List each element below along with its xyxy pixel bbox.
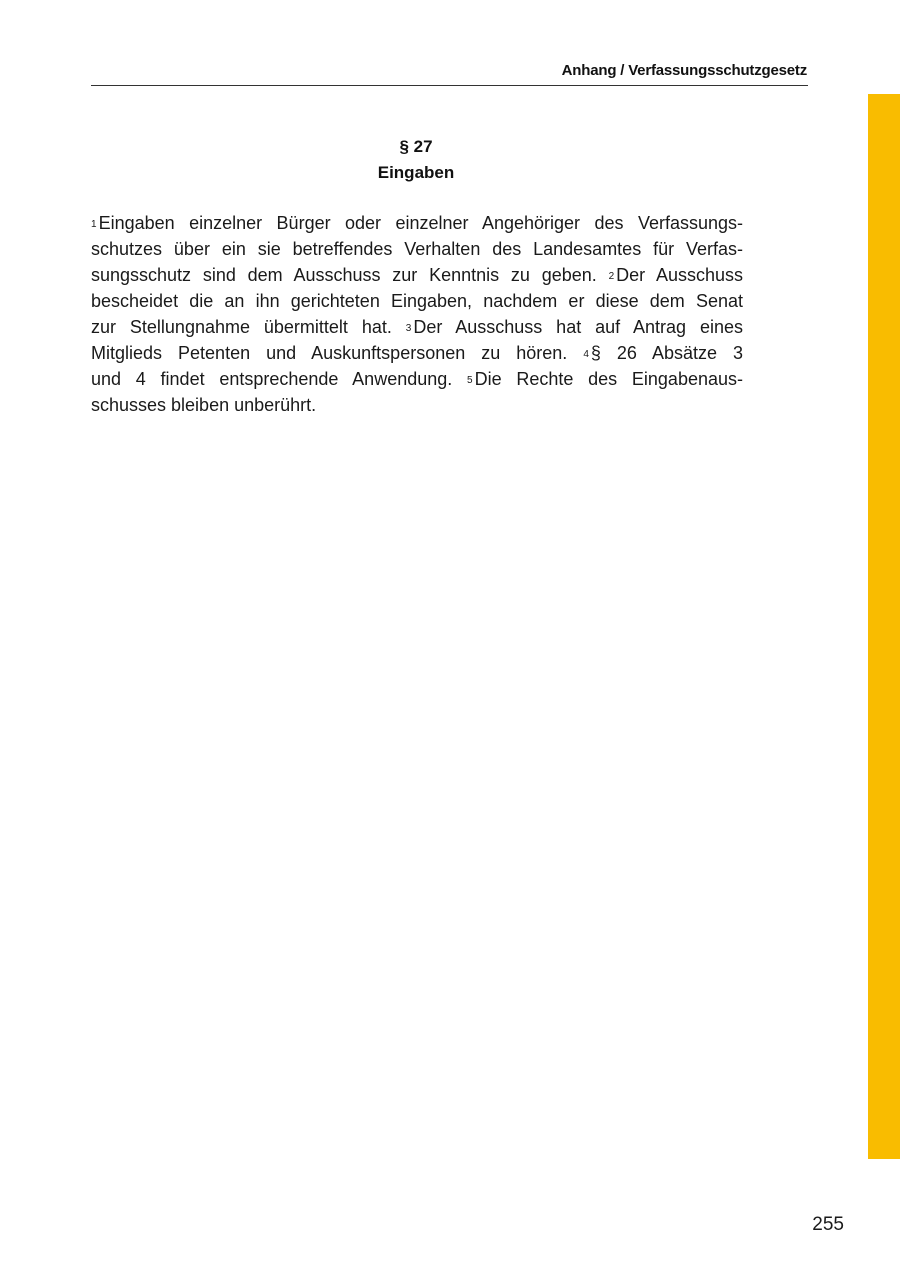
line-text: Der Ausschuss [616,265,743,285]
section-paragraph [91,210,743,418]
line-text: bescheidet die an ihn gerichteten Eingaben, nachdem er diese dem Senat [91,291,743,311]
line-text: § 26 Absätze 3 [590,343,743,363]
section-title: Eingaben [377,163,455,182]
line-text: schusses bleiben unberührt. [91,395,317,415]
paragraph-line [91,314,743,340]
paragraph-line [91,340,743,366]
chapter-tab [868,94,900,1159]
paragraph-line [91,288,743,314]
paragraph-line [91,210,743,236]
line-text: Eingaben einzelner Bürger oder einzelner Angehöriger des Verfassungs- [98,213,743,233]
page-number: 255 [812,1214,844,1235]
line-text: sungsschutz sind dem Ausschuss zur Kenntnis zu geben. [91,265,597,285]
line-text: zur Stellungnahme übermittelt hat. [91,317,392,337]
section-number: § 27 [399,137,433,156]
sentence-number: 5 [467,375,473,386]
line-text: Die Rechte des Eingabenaus- [474,369,743,389]
header-rule [91,85,808,86]
paragraph-line [91,236,743,262]
sentence-number: 2 [608,271,615,282]
paragraph-line [91,392,743,418]
line-text: Mitglieds Petenten und Auskunftspersonen zu hören. [91,343,568,363]
sentence-number: 3 [405,323,412,334]
sentence-number: 1 [91,219,97,230]
line-text: Der Ausschuss hat auf Antrag eines [413,317,743,337]
sentence-number: 4 [583,349,589,360]
paragraph-line [91,366,743,392]
paragraph-line [91,262,743,288]
line-text: und 4 findet entsprechende Anwendung. [91,369,453,389]
line-text: schutzes über ein sie betreffendes Verhalten des Landesamtes für Verfas- [91,239,743,259]
running-header: Anhang / Verfassungsschutzgesetz [561,62,807,79]
